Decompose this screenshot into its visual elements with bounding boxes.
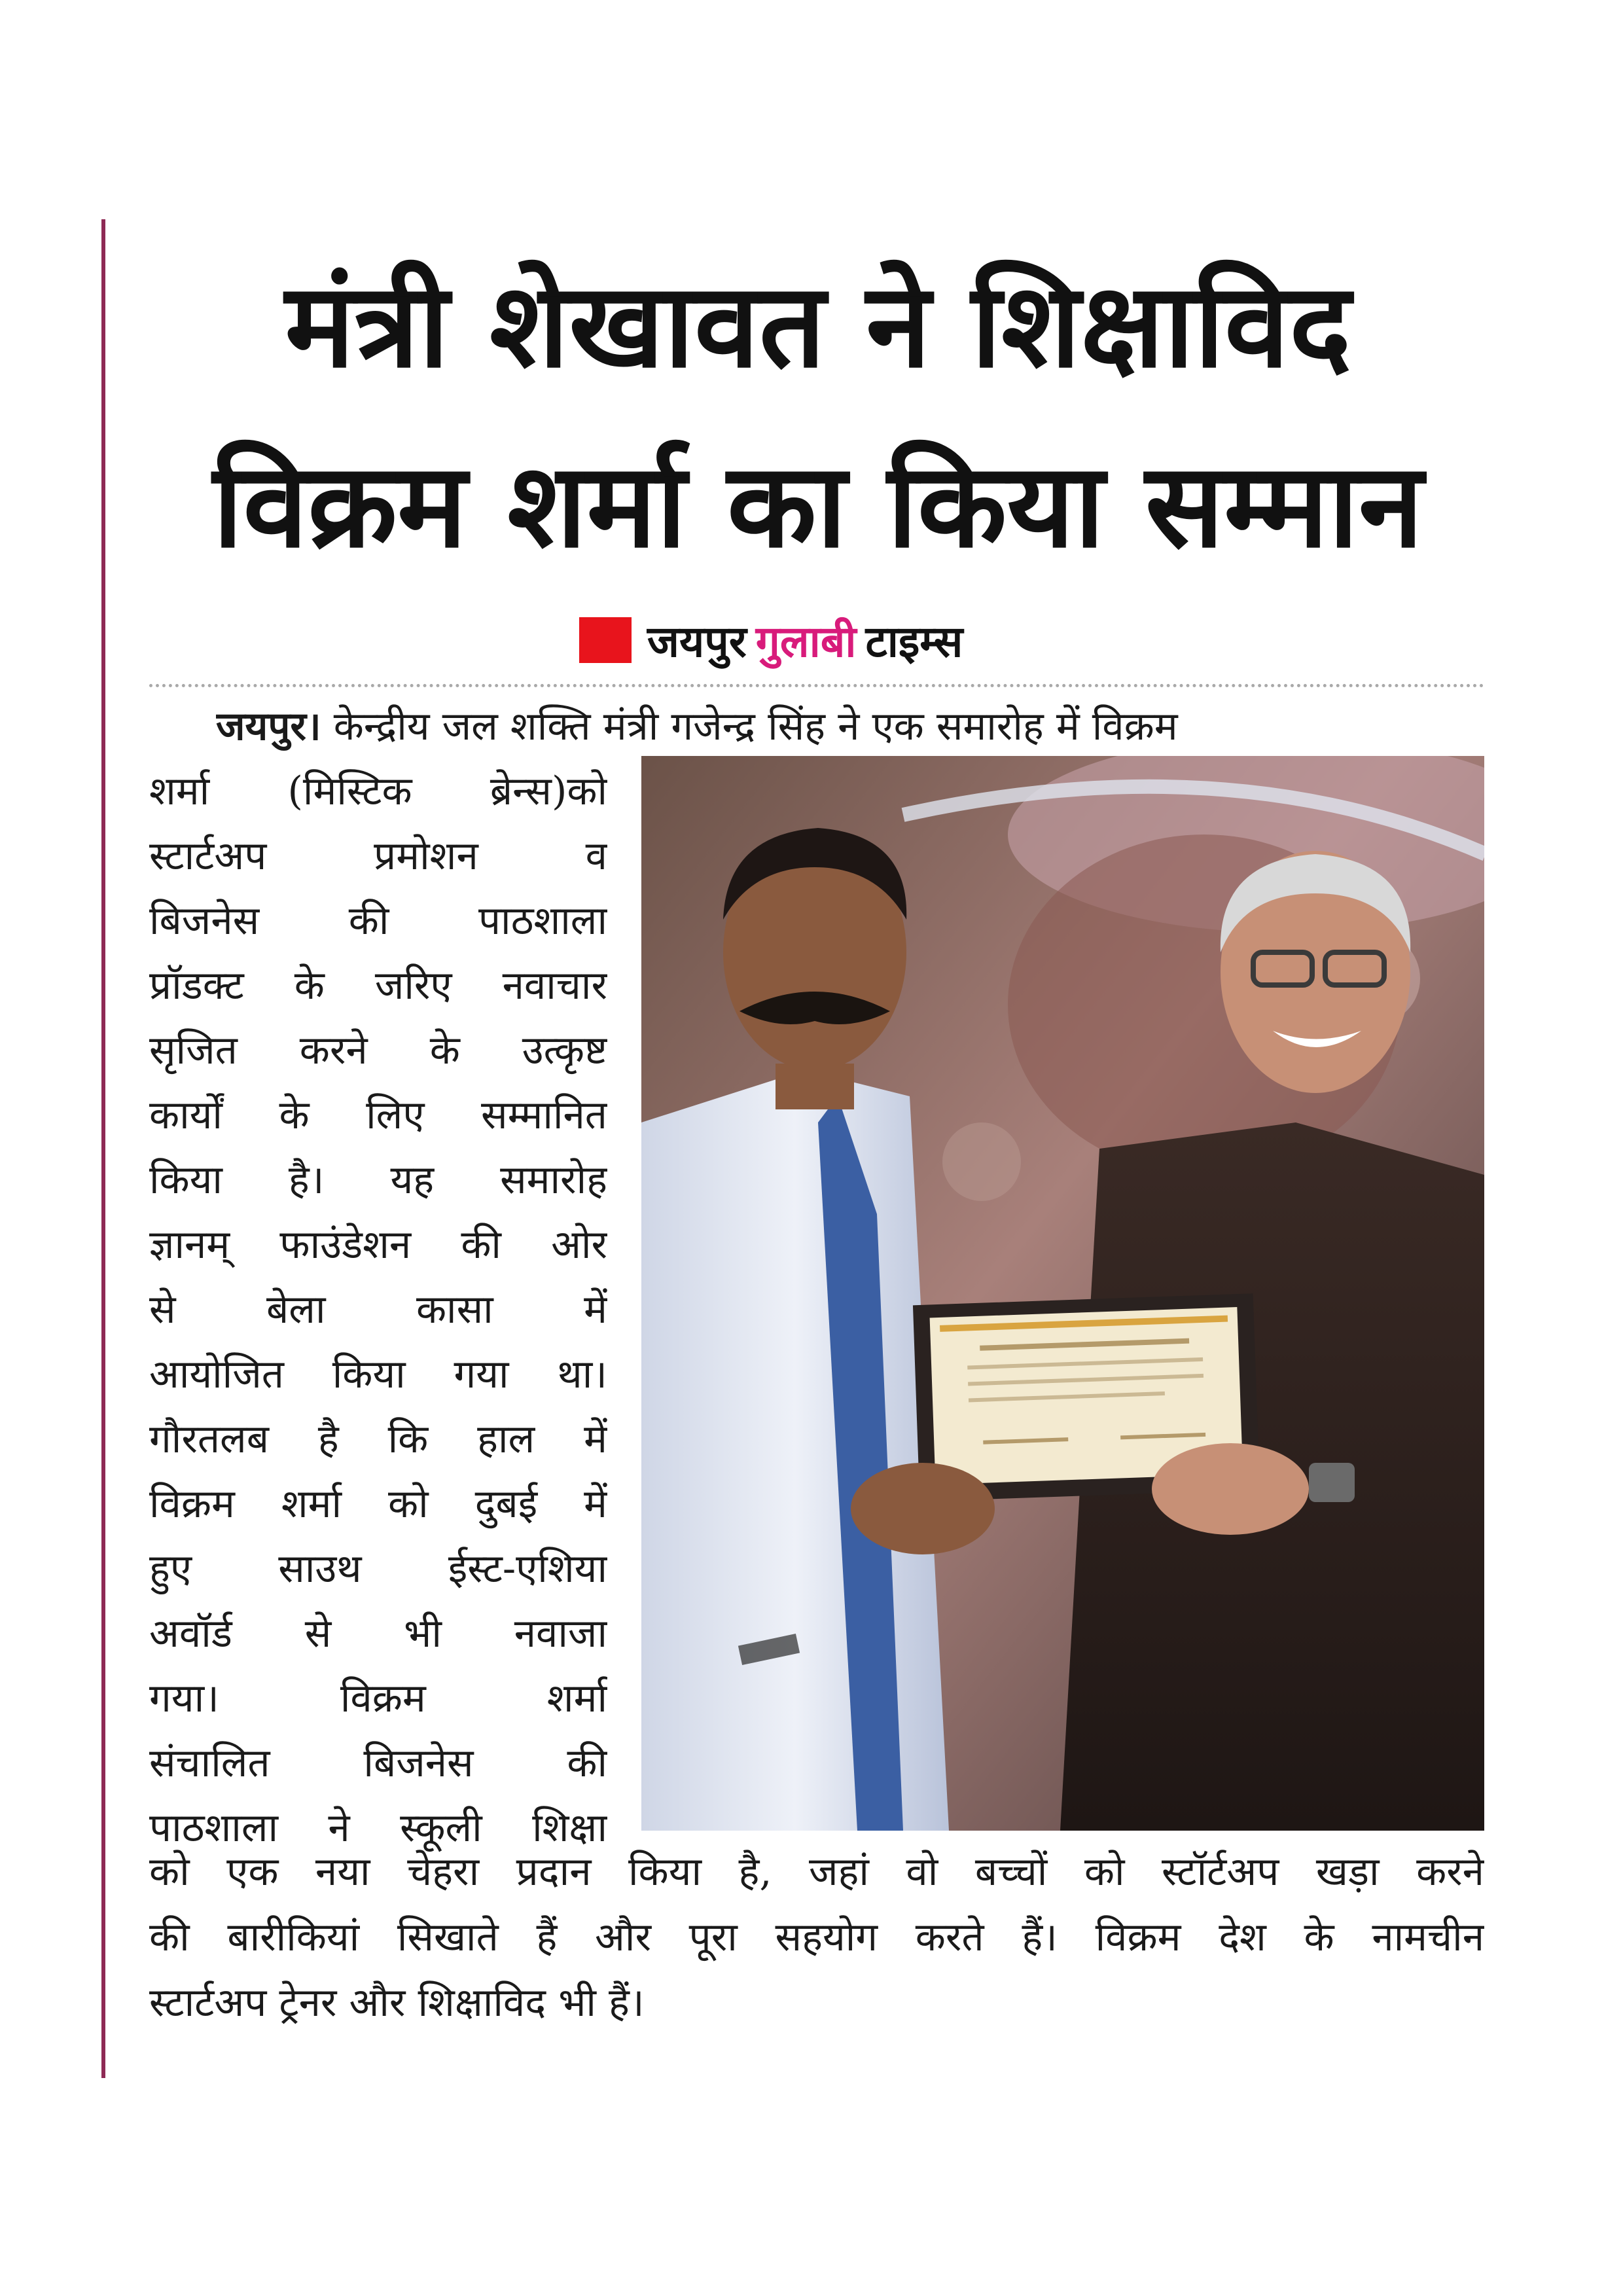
article-text-line: कार्यों के लिए सम्मानित xyxy=(149,1092,607,1138)
article-text-line: शर्मा (मिस्टिक ब्रेन्स)को xyxy=(149,768,607,814)
article-text-line: प्रॉडक्ट के जरिए नवाचार xyxy=(149,963,607,1009)
article-text-line: संचालित बिजनेस की xyxy=(149,1740,607,1786)
article-text-line: पाठशाला ने स्कूली शिक्षा xyxy=(149,1805,607,1851)
article-text-line: आयोजित किया गया था। xyxy=(149,1352,607,1397)
article-text-line: स्टार्टअप ट्रेनर और शिक्षाविद भी हैं। xyxy=(149,1980,645,2026)
article-text-line: गौरतलब है कि हाल में xyxy=(149,1416,607,1462)
award-ceremony-photo xyxy=(641,756,1484,1831)
article-text-line: से बेला कासा में xyxy=(149,1287,607,1333)
article-text-line: किया है। यह समारोह xyxy=(149,1157,607,1203)
byline-brand-accent: गुलाबी xyxy=(755,617,857,667)
article-column xyxy=(149,759,607,1861)
article-dateline: जयपुर। xyxy=(216,704,321,749)
article-text-line: स्टार्टअप प्रमोशन व xyxy=(149,833,607,879)
article-lead-line xyxy=(216,694,1482,759)
headline-line-2: विक्रम शर्मा का किया सम्मान xyxy=(213,438,1423,573)
byline-city: जयपुर xyxy=(647,617,747,667)
byline-square-icon xyxy=(579,617,632,663)
article-text-line: विक्रम शर्मा को दुबई में xyxy=(149,1481,607,1527)
headline-line-1: मंत्री शेखावत ने शिक्षाविद xyxy=(285,258,1351,393)
article-text-line: ज्ञानम् फाउंडेशन की ओर xyxy=(149,1222,607,1268)
headline xyxy=(131,236,1505,596)
article-text-line: हुए साउथ ईस्ट-एशिया xyxy=(149,1546,607,1592)
article-lead: केन्द्रीय जल शक्ति मंत्री गजेन्द्र सिंह ने एक समारोह में विक्रम xyxy=(333,704,1178,749)
article-text-line: अवॉर्ड से भी नवाजा xyxy=(149,1611,607,1657)
byline-brand: टाइम्स xyxy=(865,617,963,667)
page-left-rule xyxy=(101,219,105,2078)
byline xyxy=(579,607,963,673)
article-text-line: सृजित करने के उत्कृष्ट xyxy=(149,1028,607,1073)
article-text-line: गया। विक्रम शर्मा xyxy=(149,1676,607,1721)
article-text-line: बिजनेस की पाठशाला xyxy=(149,898,607,944)
article-bottom-text xyxy=(149,1839,1484,2036)
article-text-line: को एक नया चेहरा प्रदान किया है, जहां वो बच्चों को स्टॉर्टअप खड़ा करने xyxy=(149,1849,1484,1895)
article-text-line: की बारीकियां सिखाते हैं और पूरा सहयोग करते हैं। विक्रम देश के नामचीन xyxy=(149,1914,1484,1960)
dotted-separator xyxy=(149,684,1484,687)
